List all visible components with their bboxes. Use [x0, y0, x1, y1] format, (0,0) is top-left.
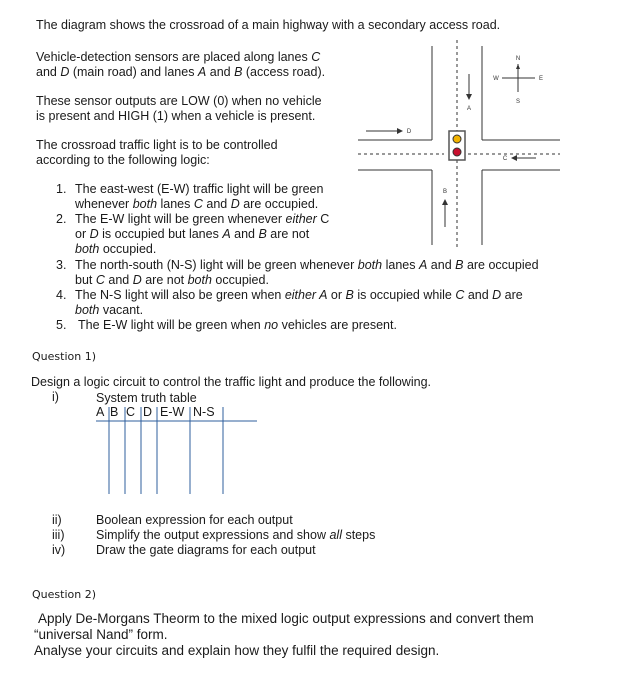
compass-s-label: S [515, 99, 521, 105]
rule-5-number: 5. [56, 318, 67, 332]
item-iv-text: Draw the gate diagrams for each output [96, 543, 316, 557]
sensor-line-1: Vehicle-detection sensors are placed along lanes C [36, 50, 321, 64]
item-ii-text: Boolean expression for each output [96, 513, 293, 527]
control-line-1: The crossroad traffic light is to be controlled [36, 138, 278, 152]
header-c: C [126, 405, 136, 419]
compass-n-label: N [515, 56, 521, 62]
item-iii-text: Simplify the output expressions and show all steps [96, 528, 376, 542]
header-ew: E-W [160, 405, 185, 419]
rule-3: The north-south (N-S) light will be green whenever both lanes A and B are occupied but C and D are not both occupied. [75, 258, 539, 287]
lane-c-label: C [502, 156, 508, 162]
rule-3-number: 3. [56, 258, 67, 272]
rule-5: The E-W light will be green when no vehicles are present. [78, 318, 397, 332]
item-i-number: i) [52, 390, 59, 404]
compass-w-label: W [493, 76, 499, 82]
item-iv-number: iv) [52, 543, 66, 557]
rule-1: The east-west (E-W) traffic light will be green whenever both lanes C and D are occupied. [75, 182, 324, 211]
compass-e-label: E [538, 76, 544, 82]
rule-2-number: 2. [56, 212, 67, 226]
lane-d-label: D [406, 129, 412, 135]
item-i-text: System truth table [96, 391, 197, 405]
header-ns: N-S [193, 405, 215, 419]
output-line-2: is present and HIGH (1) when a vehicle is present. [36, 109, 316, 123]
sensor-line-2: and D (main road) and lanes A and B (access road). [36, 65, 326, 79]
control-line-2: according to the following logic: [36, 153, 210, 167]
rule-1-number: 1. [56, 182, 67, 196]
rule-2: The E-W light will be green whenever either C or D is occupied but lanes A and B are not both occupied. [75, 212, 330, 256]
question-2-line-1: Apply De-Morgans Theorm to the mixed logic output expressions and convert them [38, 611, 534, 626]
question-2-body [34, 611, 534, 659]
header-b: B [110, 405, 119, 419]
rule-4-number: 4. [56, 288, 67, 302]
question-2-heading: Question 2) [32, 588, 96, 601]
output-line-1: These sensor outputs are LOW (0) when no vehicle [36, 94, 322, 108]
rule-4: The N-S light will also be green when either A or B is occupied while C and D are both vacant. [75, 288, 523, 317]
question-1-heading: Question 1) [32, 350, 96, 363]
item-iii-number: iii) [52, 528, 65, 542]
header-a: A [96, 405, 105, 419]
header-d: D [143, 405, 153, 419]
question-2-line-3: Analyse your circuits and explain how they fulfil the required design. [34, 643, 440, 658]
intro-text: The diagram shows the crossroad of a main highway with a secondary access road. [36, 18, 501, 32]
question-1-prompt: Design a logic circuit to control the traffic light and produce the following. [31, 375, 431, 389]
question-2-line-2: “universal Nand” form. [34, 627, 168, 642]
item-ii-number: ii) [52, 513, 62, 527]
lane-a-label: A [466, 106, 472, 112]
lane-b-label: B [442, 189, 448, 195]
